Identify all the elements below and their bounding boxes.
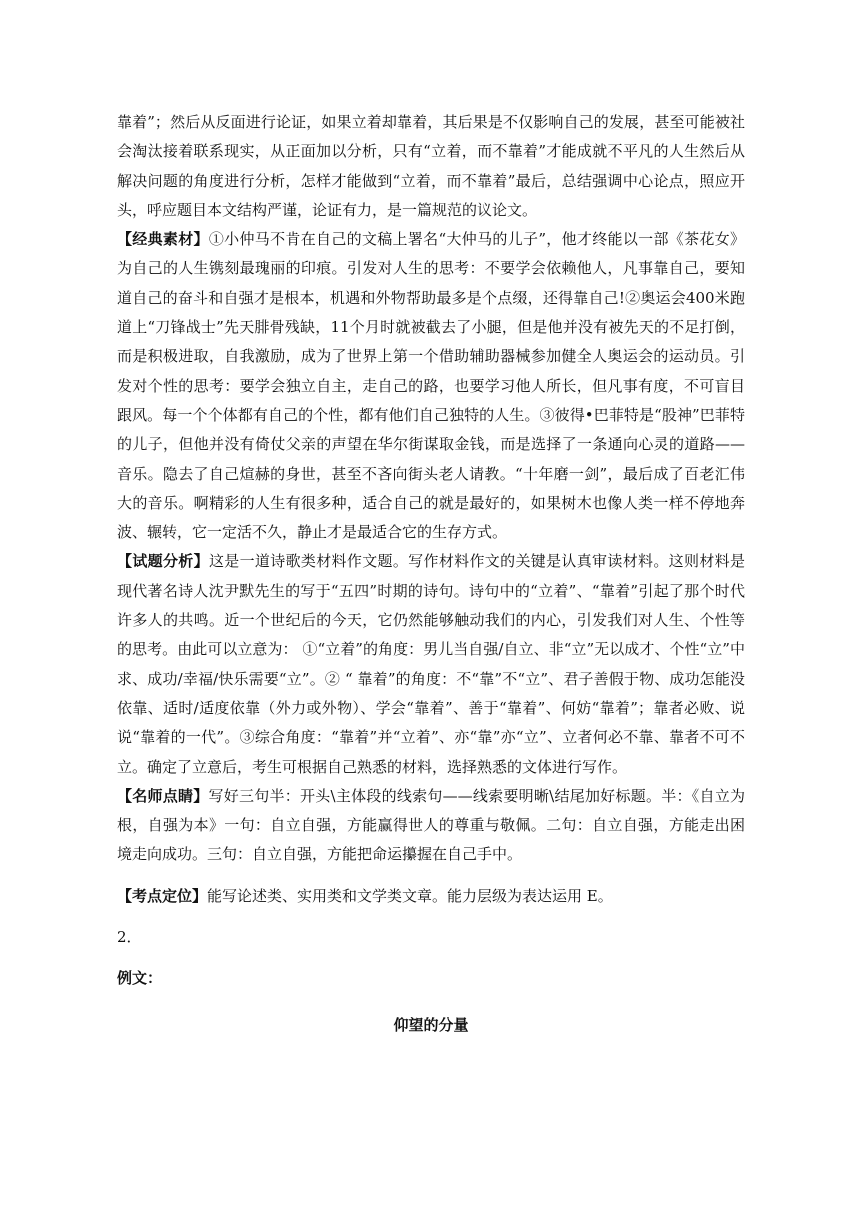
exam-point-text: 能写论述类、实用类和文学类文章。能力层级为表达运用 E。 xyxy=(207,886,613,905)
teacher-comment-text: 写好三句半：开头\主体段的线索句——线索要明晰\结尾加好标题。半：《自立为根，自强为本》一句：自立自强，方能赢得世人的尊重与敬佩。二句：自立自强，方能走出困境走向成功。三句：自立自强，方能把命运攥握在自己手中。 xyxy=(117,786,745,864)
classic-materials-label: 【经典素材】 xyxy=(117,230,209,249)
question-number: 2． xyxy=(117,928,142,947)
exam-point-paragraph xyxy=(117,882,745,911)
teacher-comment-paragraph xyxy=(117,782,745,870)
teacher-comment-label: 【名师点睛】 xyxy=(117,786,209,805)
document-body xyxy=(117,108,745,1040)
classic-materials-paragraph xyxy=(117,225,745,547)
question-analysis-label: 【试题分析】 xyxy=(117,552,209,571)
exam-point-label: 【考点定位】 xyxy=(117,886,208,905)
example-essay-label: 例文： xyxy=(117,969,163,988)
essay-title: 仰望的分量 xyxy=(393,1016,469,1035)
question-analysis-paragraph xyxy=(117,547,745,781)
classic-materials-text: ①小仲马不肯在自己的文稿上署名“大仲马的儿子”，他才终能以一部《茶花女》为自己的人生镌刻最瑰丽的印痕。引发对人生的思考：不要学会依赖他人，凡事靠自己，要知道自己的奋斗和自强才是根本，机遇和外物帮助最多是个点缀，还得靠自己!②奥运会400米跑道上“刀锋战士”先天腓骨残缺，11个月时就被截去了小腿，但是他并没有被先天的不足打倒，而是积极进取，自我激励，成为了世界上第一个借助辅助器械参加健全人奥运会的运动员。引发对个性的思考：要学会独立自主，走自己的路，也要学习他人所长，但凡事有度，不可盲目跟风。每一个个体都有自己的个性，都有他们自己独特的人生。③彼得•巴菲特是“股神”巴菲特的儿子，但他并没有倚仗父亲的声望在华尔街谋取金钱，而是选择了一条通向心灵的道路——音乐。隐去了自己煊赫的身世，甚至不吝向街头老人请教。“十年磨一剑”，最后成了百老汇伟大的音乐。啊精彩的人生有很多种，适合自己的就是最好的，如果树木也像人类一样不停地奔波、辗转，它一定活不久，静止才是最适合它的生存方式。 xyxy=(117,230,745,542)
question-analysis-text: 这是一道诗歌类材料作文题。写作材料作文的关键是认真审读材料。这则材料是现代著名诗人沈尹默先生的写于“五四”时期的诗句。诗句中的“立着”、“靠着”引起了那个时代许多人的共鸣。近一个世纪后的今天，它仍然能够触动我们的内心，引发我们对人生、个性等的思考。由此可以立意为： ①“立着”的角度：男儿当自强/自立、非“立”无以成才、个性“立”中求、成功/幸福/快乐需要“立”。② “ 靠着”的角度：不“靠”不“立”、君子善假于物、成功怎能没依靠、适时/适度依靠（外力或外物）、学会“靠着”、善于“靠着”、何妨“靠着”；靠者必败、说说“靠着的一代”。③综合角度：“靠着”并“立着”、亦“靠”亦“立”、立者何必不靠、靠者不可不立。确定了立意后，考生可根据自己熟悉的材料，选择熟悉的文体进行写作。 xyxy=(117,552,745,776)
intro-paragraph: 靠着”；然后从反面进行论证，如果立着却靠着，其后果是不仅影响自己的发展，甚至可能被社会淘汰接着联系现实，从正面加以分析，只有“立着，而不靠着”才能成就不平凡的人生然后从解决问题的角度进行分析，怎样才能做到“立着，而不靠着”最后，总结强调中心论点，照应开头，呼应题目本文结构严谨，论证有力，是一篇规范的议论文。 xyxy=(117,113,745,219)
